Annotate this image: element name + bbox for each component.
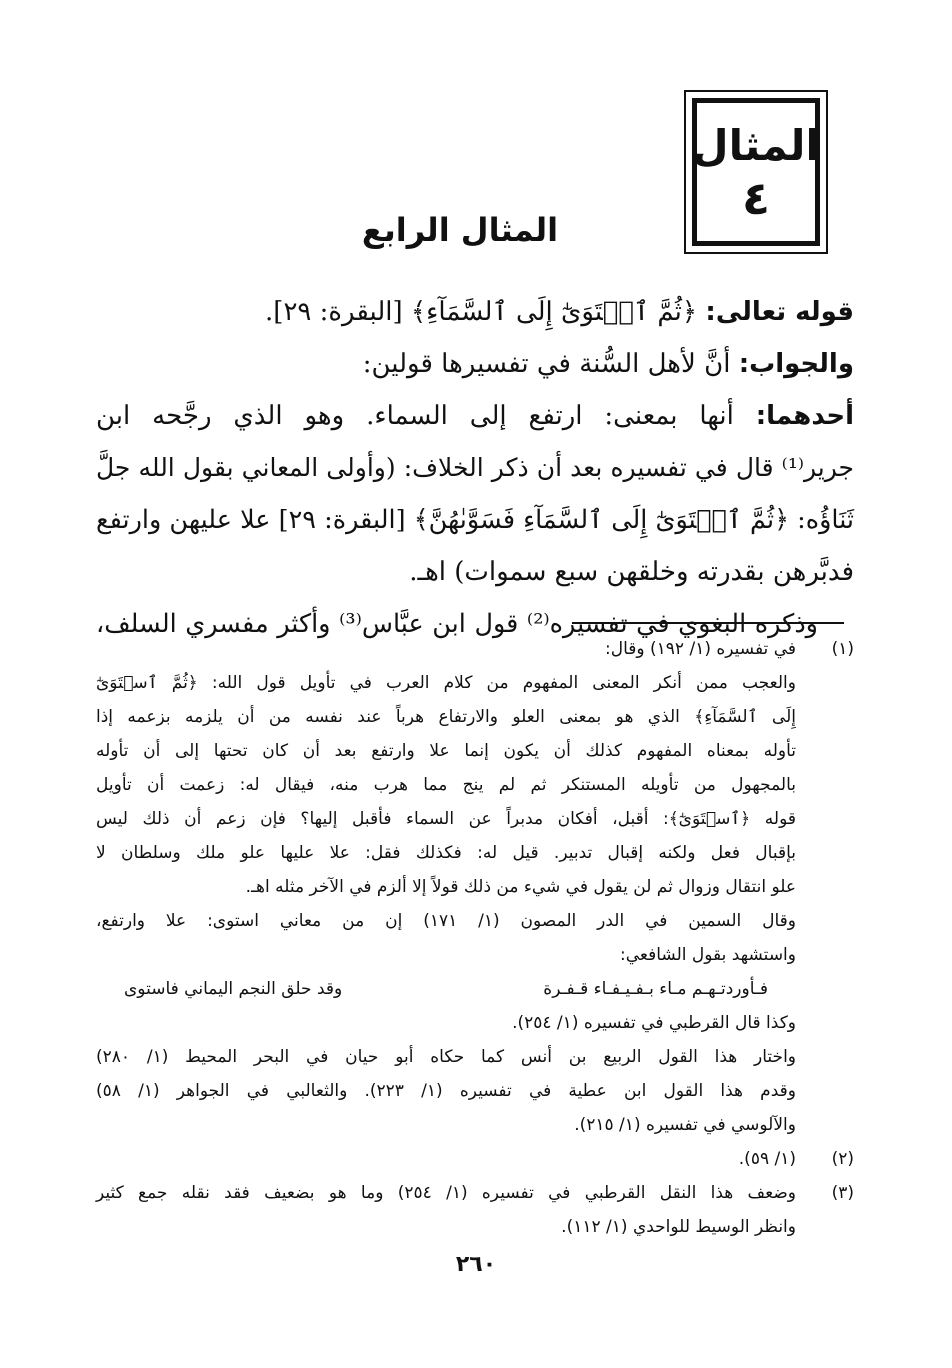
footnote-line: وضعف هذا النقل القرطبي في تفسيره (١/ ٢٥٤) وما هو بضعيف فقد نقله جمع كثير	[96, 1183, 796, 1203]
body-line-2	[96, 338, 854, 390]
corner-number: ٤	[741, 171, 771, 225]
answer-label: والجواب:	[738, 349, 854, 379]
body-line-6: فدبَّرهن بقدرته وخلقهن سبع سموات) اهـ.	[409, 557, 854, 587]
verse-quote: ﴿ثُمَّ ٱسۡتَوَىٰٓ إِلَى ٱلسَّمَآءِ﴾ [البقرة: ٢٩].	[265, 297, 706, 327]
footnote-line: والآلوسي في تفسيره (١/ ٢١٥).	[574, 1115, 796, 1135]
footnote-line: بالمجهول من تأويله المستنكر ثم لم ينج مما هرب منه، فيقال له: زعمت أن تأويل	[96, 775, 796, 795]
footnotes	[96, 632, 854, 1244]
footnote-line: والعجب ممن أنكر المعنى المفهوم من كلام العرب في تأويل قول الله: ﴿ثُمَّ ٱسۡتَوَىٰٓ	[96, 673, 796, 693]
footnote-2	[96, 1142, 854, 1176]
body-line-3	[96, 390, 854, 442]
footnote-line: قوله ﴿ٱسۡتَوَىٰٓ﴾: أقبل، أفكان مدبراً عن السماء فأقبل إليها؟ فإن زعم أن ذلك ليس	[96, 809, 796, 829]
footnote-line: إِلَى ٱلسَّمَآءِ﴾ الذي هو بمعنى العلو والارتفاع هرباً عند نفسه من أن يلزمه بزعمه إذا	[96, 707, 796, 727]
verse-intro-label: قوله تعالى:	[705, 297, 854, 327]
footnote-line: (١/ ٥٩).	[738, 1149, 796, 1169]
footnote-number: (٢)	[831, 1149, 854, 1169]
body-line-1	[96, 286, 854, 338]
footnote-line: وقدم هذا القول ابن عطية في تفسيره (١/ ٢٢٣). والثعالبي في الجواهر (١/ ٥٨)	[96, 1081, 796, 1101]
body-line-4: جرير⁽¹⁾ قال في تفسيره بعد أن ذكر الخلاف: (وأولى المعاني بقول الله جلَّ	[96, 453, 854, 482]
body-line-5: ثَنَاؤُه: ﴿ثُمَّ ٱسۡتَوَىٰٓ إِلَى ٱلسَّمَآءِ فَسَوَّىٰهُنَّ﴾ [البقرة: ٢٩] علا عليهن وارتفع	[96, 505, 854, 535]
footnote-1	[96, 632, 854, 1142]
footnote-number: (١)	[831, 639, 854, 659]
answer-text: أنَّ لأهل السُّنة في تفسيرها قولين:	[362, 349, 739, 379]
footnote-line: تأوله بمعناه المفهوم كذلك أن يكون إنما علا وارتفع بعد أن كان تحتها إلى أن تأوله	[96, 741, 796, 761]
footnote-line: وكذا قال القرطبي في تفسيره (١/ ٢٥٤).	[512, 1013, 796, 1033]
section-title: المثال الرابع	[361, 211, 559, 249]
footnote-separator	[572, 622, 844, 624]
footnote-line: وقال السمين في الدر المصون (١/ ١٧١) إن من معاني استوى: علا وارتفع،	[96, 911, 796, 931]
footnote-line: بإقبال فعل ولكنه إقبال تدبير. قيل له: فكذلك فقل: علا عليها علو ملك وسلطان لا	[96, 843, 796, 863]
first-opinion-label: أحدهما:	[755, 401, 854, 431]
chapter-corner-box	[684, 90, 828, 254]
corner-label: المثال	[692, 121, 820, 170]
footnote-line: وانظر الوسيط للواحدي (١/ ١١٢).	[561, 1217, 796, 1237]
chapter-corner-inner	[692, 98, 820, 246]
page-number: ٢٦٠	[455, 1252, 497, 1277]
footnote-line: واستشهد بقول الشافعي:	[620, 945, 796, 965]
footnote-number: (٣)	[831, 1183, 854, 1203]
main-text	[96, 286, 854, 650]
poetry-verse	[96, 972, 796, 1006]
footnote-line: في تفسيره (١/ ١٩٢) وقال:	[605, 639, 796, 659]
first-opinion-text: أنها بمعنى: ارتفع إلى السماء. وهو الذي رجَّحه ابن	[96, 401, 756, 431]
footnote-line: علو انتقال وزوال ثم لن يقول في شيء من ذلك قولاً إلا ألزم في الآخر مثله اهـ.	[245, 877, 796, 897]
footnote-line: واختار هذا القول الربيع بن أنس كما حكاه أبو حيان في البحر المحيط (١/ ٢٨٠)	[96, 1047, 796, 1067]
verse-second-hemistich: وقد حلق النجم اليماني فاستوى	[124, 979, 343, 999]
verse-first-hemistich: فـأوردتـهـم مـاء بـفـيـفـاء قـفـرة	[543, 979, 768, 999]
footnote-3	[96, 1176, 854, 1244]
body-line-7: وذكره البغوي في تفسيره⁽²⁾ قول ابن عبَّاس⁽³⁾ وأكثر مفسري السلف،	[96, 609, 818, 639]
